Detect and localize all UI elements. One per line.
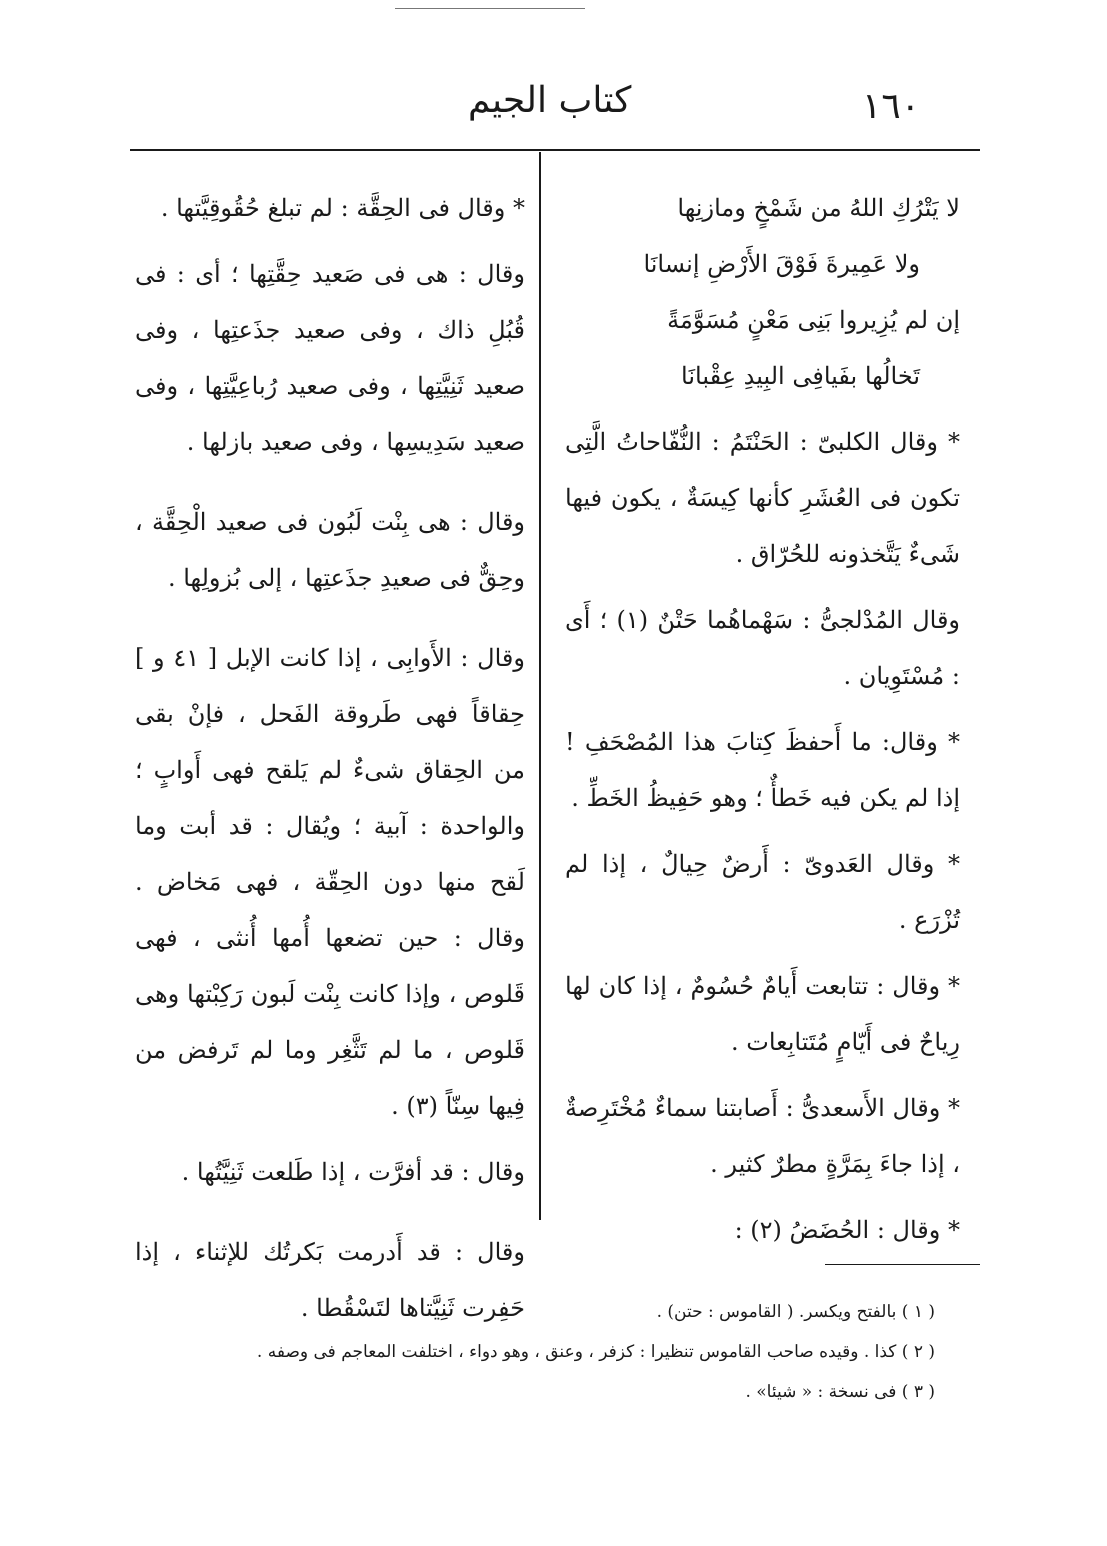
column-divider bbox=[539, 152, 541, 1220]
footnotes bbox=[155, 1292, 935, 1412]
verse-line: تَخالُها بفَيافِى البِيدِ عِقْبانَا bbox=[681, 362, 920, 390]
footnote: ( ٣ ) فى نسخة : « شيئا» . bbox=[745, 1382, 935, 1402]
entry-paragraph: * وقال : الحُضَضُ (٢) : bbox=[734, 1216, 960, 1244]
entry-paragraph: وقال : قد أفرَّت ، إذا طَلعت ثَنِيَّتُها . bbox=[181, 1158, 525, 1186]
entry-paragraph: * وقال الكلبىّ : الحَنْتَمُ : النُّفّاحاتُ الَّتِى تكون فى العُشَرِ كأنها كِيسَةٌ ، يكون فيها شَىءٌ يَتَّخذونه للحُرّاق . bbox=[565, 428, 960, 568]
entry-paragraph: وقال : قد أَدرمت بَكرتُك للإثناء ، إذا حَفِرت ثَنِيَّتاها لتَسْقُطا . bbox=[135, 1238, 525, 1322]
entry-paragraph: * وقال: ما أَحفظَ كِتابَ هذا المُصْحَفِ ! إذا لم يكن فيه خَطأٌ ؛ وهو حَفِيظُ الخَطِّ . bbox=[565, 728, 960, 812]
entry-paragraph: وقال المُدْلجىُّ : سَهْماهُما حَتْنٌ (١) ؛ أَى : مُسْتَوِيان . bbox=[565, 606, 961, 690]
page-number: ١٦٠ bbox=[862, 86, 921, 127]
footnote-rule bbox=[825, 1264, 980, 1265]
entry-paragraph: * وقال الأَسعدىُّ : أَصابتنا سماءٌ مُخْتَرِصةٌ ، إذا جاءَ بِمَرَّةٍ مطرٌ كثير . bbox=[565, 1094, 960, 1178]
verse-line: ولا عَمِيرةَ فَوْقَ الأَرْضِ إنسانَا bbox=[643, 250, 920, 278]
top-rule bbox=[395, 8, 585, 9]
entry-paragraph: * وقال فى الحِقَّة : لم تبلغ حُقُوقِيَّتها . bbox=[160, 194, 525, 222]
right-column bbox=[565, 180, 960, 1268]
entry-paragraph: وقال : هى فى صَعيد حِقَّتِها ؛ أى : فى قُبُلِ ذاك ، وفى صعيد جذَعتِها ، وفى صعيد ثَنِيَّتِها ، وفى صعيد رُباعِيَّتِها ، وفى صعيد سَدِيسِها ، وفى صعيد بازلها . bbox=[135, 260, 525, 456]
left-column bbox=[135, 180, 525, 1346]
footnote: ( ١ ) بالفتح ويكسر. ( القاموس : حتن) . bbox=[656, 1302, 935, 1322]
entry-paragraph: * وقال : تتابعت أَيامٌ حُسُومٌ ، إذا كان لها رِياحٌ فى أَيّامٍ مُتَتابِعات . bbox=[565, 972, 960, 1056]
entry-paragraph: وقال : الأَوابِى ، إذا كانت الإبل [ ٤١ و ] حِقاقاً فهى طَروقة الفَحل ، فإنْ بقى من الحِقاق شىءٌ لم يَلقح فهى أَوابٍ ؛ والواحدة : آبية ؛ ويُقال : قد أبت وما لَقح منها دون الحِقّة ، فهى مَخاض . وقال : حين تضعها أُمها أُنثى ، فهى قَلوص ، وإذا كانت بِنْت لَبون رَكِبْتها وهى قَلوص ، ما لم تَثَّغِر وما لم تَرفض من فِيها سِنّاً (٣) . bbox=[135, 644, 525, 1120]
verse-line: لا يَتْرُكِ اللهُ من شَمْخٍ ومازنِها bbox=[677, 194, 960, 222]
verse-line: إن لم يُزِيروا بَنِى مَعْنٍ مُسَوَّمَةً bbox=[667, 306, 960, 334]
header-rule bbox=[130, 149, 980, 151]
footnote: ( ٢ ) كذا . وقيده صاحب القاموس تنظيرا : كزفر ، وعنق ، وهو دواء ، اختلفت المعاجم فى وصفه . bbox=[256, 1342, 935, 1362]
running-title: كتاب الجيم bbox=[468, 80, 632, 121]
entry-paragraph: * وقال العَدوىّ : أَرضٌ حِيالٌ ، إذا لم تُزْرَع . bbox=[565, 850, 960, 934]
entry-paragraph: وقال : هى بِنْت لَبُون فى صعيد الْحِقَّة ، وحِقٌّ فى صعيدِ جذَعتِها ، إلى بُزولِها . bbox=[135, 508, 525, 592]
